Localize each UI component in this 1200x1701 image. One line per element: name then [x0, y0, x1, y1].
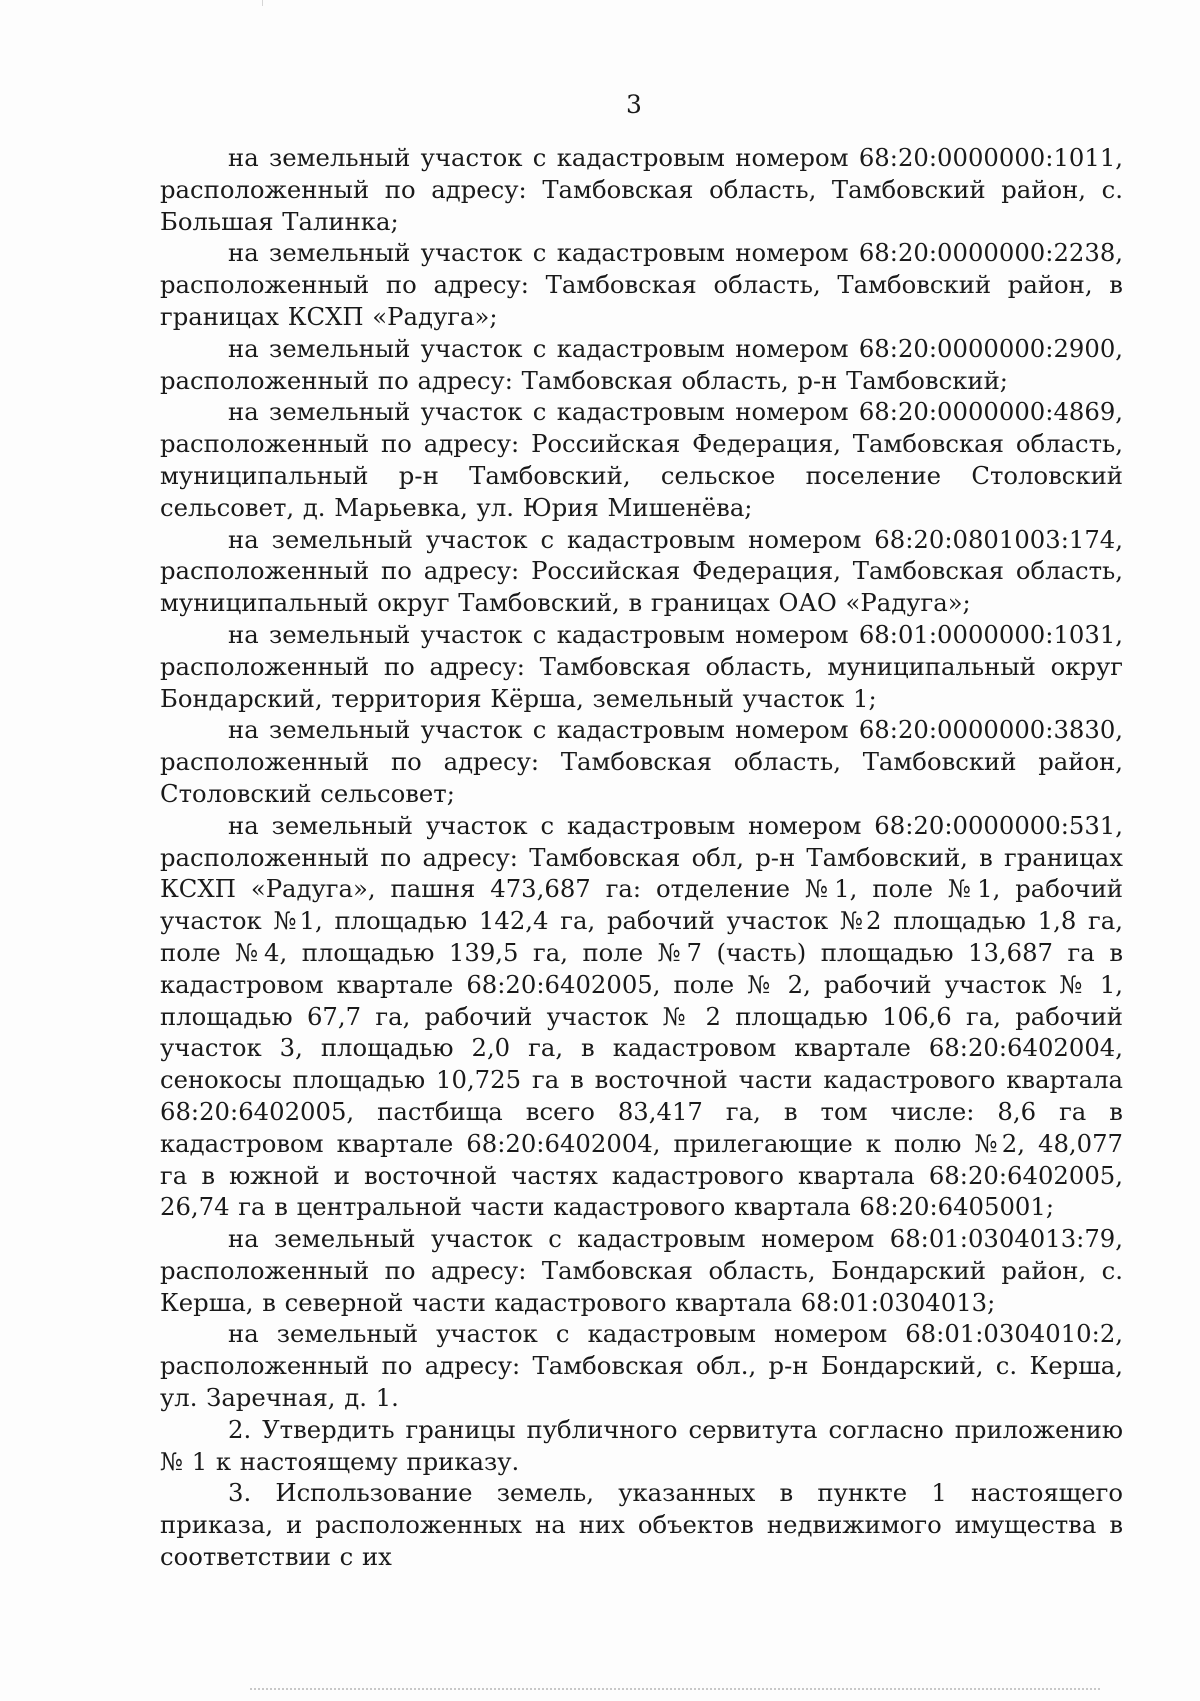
paragraph-land-plot-3830: на земельный участок с кадастровым номером 68:20:0000000:3830, расположенный по адресу: Тамбовская область, Тамбовский район, Столовский сельсовет;	[160, 715, 1123, 808]
paragraph-land-plot-1031: на земельный участок с кадастровым номером 68:01:0000000:1031, расположенный по адресу: Тамбовская область, муниципальный округ Бондарский, территория Кёрша, земельный участок 1;	[160, 619, 1123, 713]
paragraph-item-2: 2. Утвердить границы публичного сервитута согласно приложению № 1 к настоящему приказу.	[160, 1414, 1123, 1476]
paragraph-land-plot-174: на земельный участок с кадастровым номером 68:20:0801003:174, расположенный по адресу: Российская Федерация, Тамбовская область, муниципальный округ Тамбовский, в границах ОАО «Радуга»;	[160, 524, 1123, 618]
paragraph-land-plot-531: на земельный участок с кадастровым номером 68:20:0000000:531, расположенный по адресу: Тамбовская обл, р-н Тамбовский, в границах КСХП «Радуга», пашня 473,687 га: отделение №1, поле №1, рабочий участок №1, площадью 142,4 га, рабочий участок №2 площадью 1,8 га, поле №4, площадью 139,5 га, поле №7 (часть) площадью 13,687 га в кадастровом квартале 68:20:6402005, поле № 2, рабочий участок № 1, площадью 67,7 га, рабочий участок № 2 площадью 106,6 га, рабочий участок 3, площадью 2,0 га, в кадастровом квартале 68:20:6402004, сенокосы площадью 10,725 га в восточной части кадастрового квартала 68:20:6402005, пастбища всего 83,417 га, в том числе: 8,6 га в кадастровом квартале 68:20:6402004, прилегающие к полю №2, 48,077 га в южной и восточной частях кадастрового квартала 68:20:6402005, 26,74 га в центральной части кадастрового квартала 68:20:6405001;	[160, 810, 1123, 1222]
paragraph-land-plot-2238: на земельный участок с кадастровым номером 68:20:0000000:2238, расположенный по адресу: Тамбовская область, Тамбовский район, в границах КСХП «Радуга»;	[160, 238, 1123, 331]
paragraph-land-plot-2900: на земельный участок с кадастровым номером 68:20:0000000:2900, расположенный по адресу: Тамбовская область, р-н Тамбовский;	[160, 333, 1123, 395]
paragraph-land-plot-4869: на земельный участок с кадастровым номером 68:20:0000000:4869, расположенный по адресу: Российская Федерация, Тамбовская область, муниципальный р-н Тамбовский, сельское поселение Столовский сельсовет, д. Марьевка, ул. Юрия Мишенёва;	[160, 397, 1123, 522]
paragraph-land-plot-1011: на земельный участок с кадастровым номером 68:20:0000000:1011, расположенный по адресу: Тамбовская область, Тамбовский район, с. Большая Талинка;	[160, 143, 1123, 236]
scan-bottom-artifact	[250, 1688, 1100, 1690]
paragraph-land-plot-2: на земельный участок с кадастровым номером 68:01:0304010:2, расположенный по адресу: Тамбовская обл., р-н Бондарский, с. Керша, ул. Заречная, д. 1.	[160, 1319, 1123, 1413]
paragraph-land-plot-79: на земельный участок с кадастровым номером 68:01:0304013:79, расположенный по адресу: Тамбовская область, Бондарский район, с. Керша, в северной части кадастрового квартала 68:01:0304013;	[160, 1224, 1123, 1317]
paragraph-item-3: 3. Использование земель, указанных в пункте 1 настоящего приказа, и расположенных на них объектов недвижимого имущества в соответствии с их	[160, 1478, 1123, 1572]
page-number: 3	[626, 90, 642, 119]
document-body	[160, 142, 1123, 1573]
scan-artifact	[262, 0, 263, 6]
